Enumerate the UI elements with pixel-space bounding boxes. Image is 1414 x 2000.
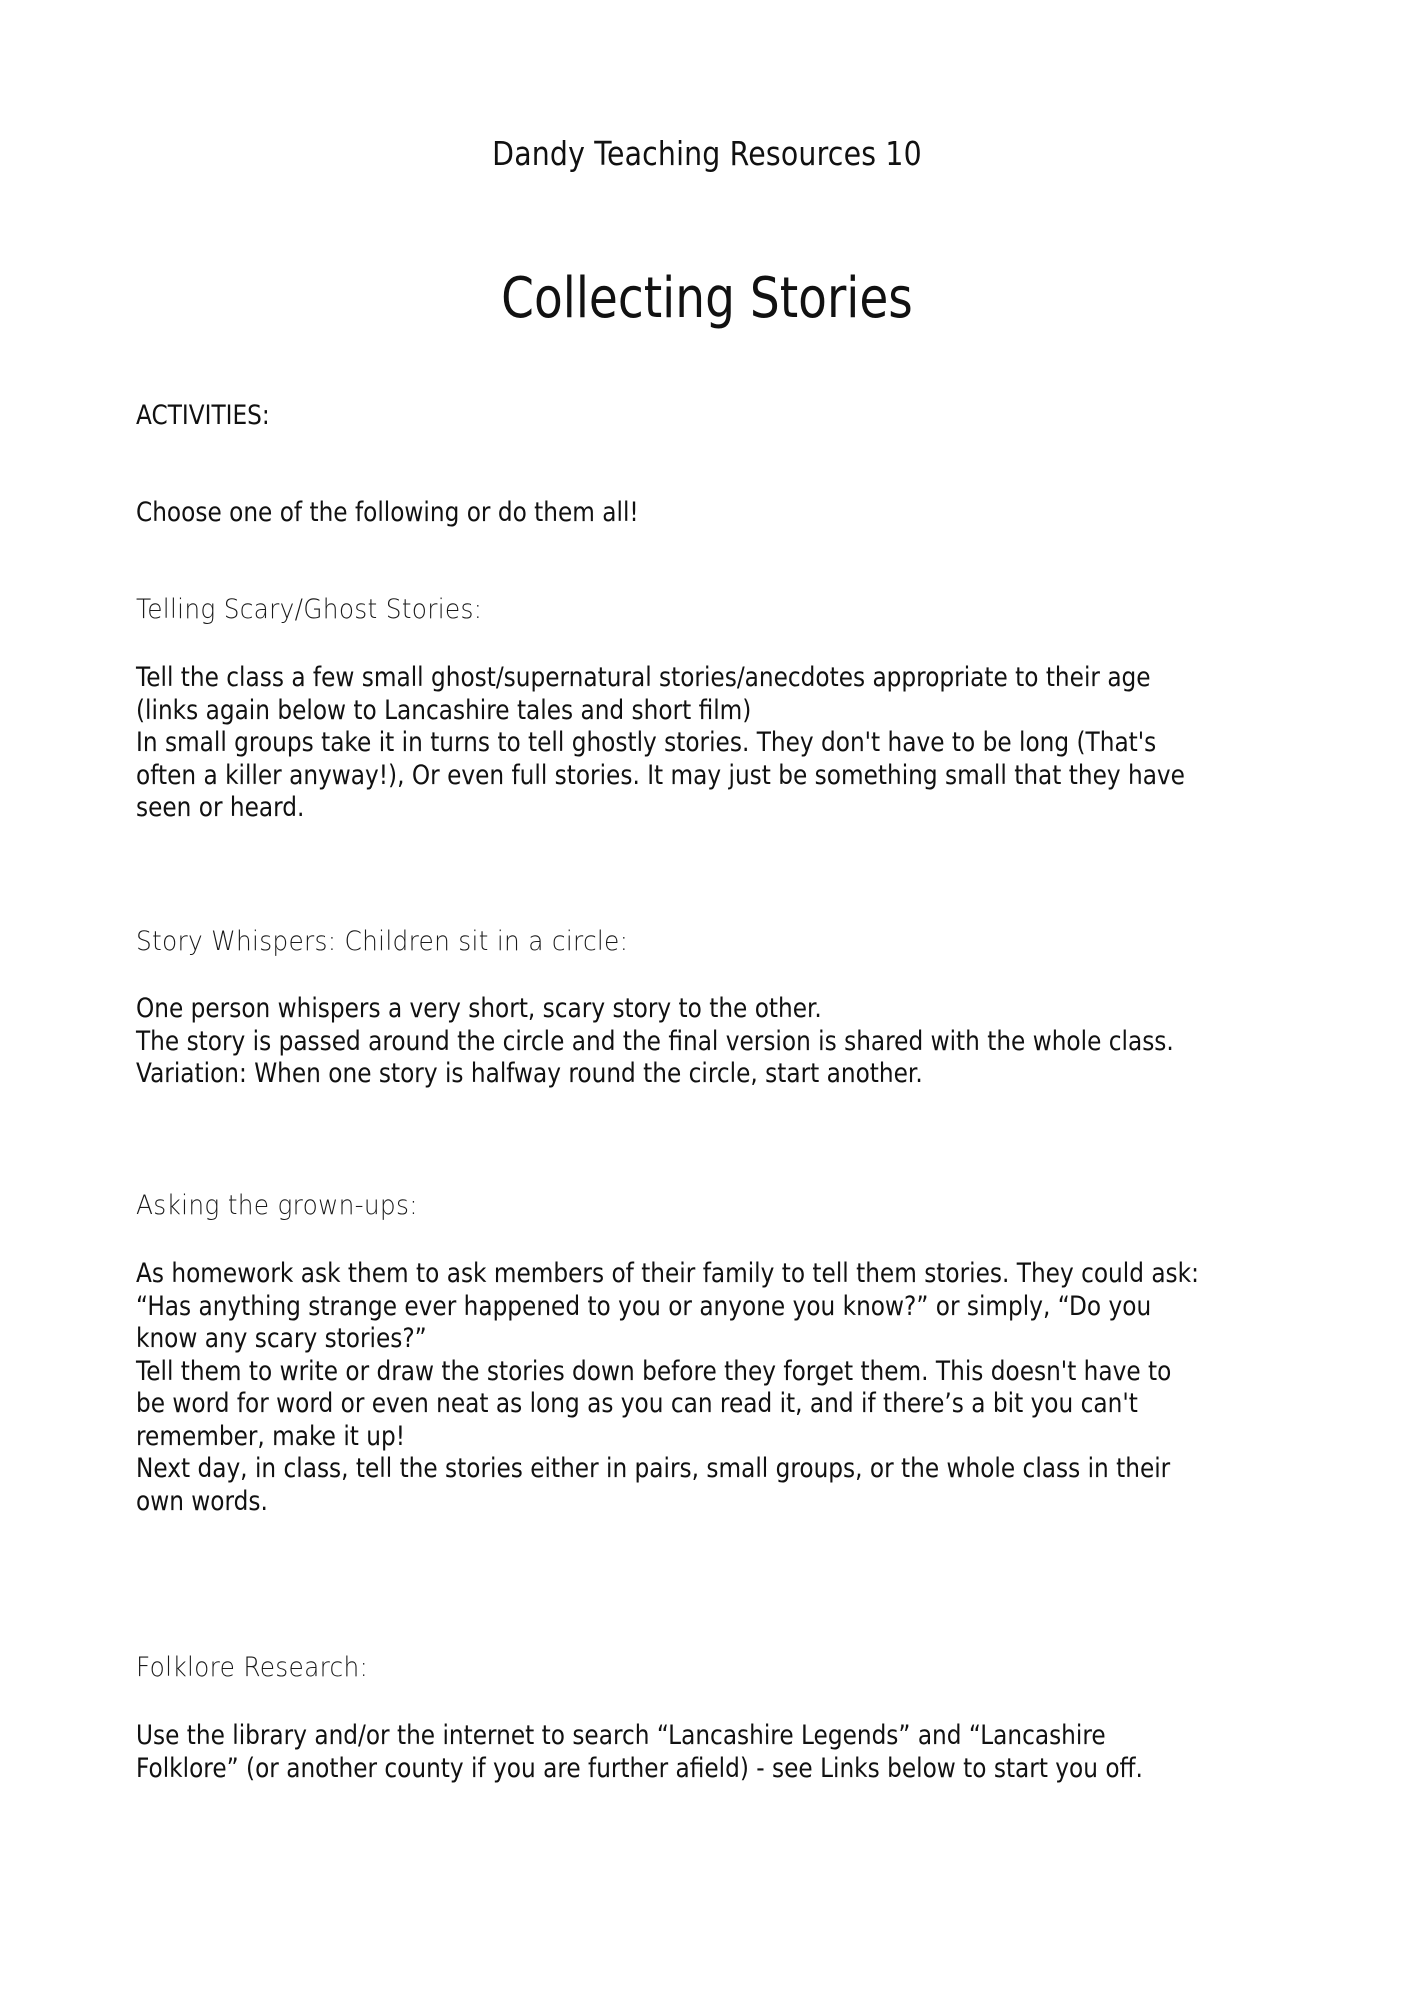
body-line: One person whispers a very short, scary story to the other. — [136, 993, 822, 1024]
section-heading: Folklore Research: — [136, 1652, 369, 1683]
body-line: Next day, in class, tell the stories either in pairs, small groups, or the whole class in their — [136, 1453, 1171, 1484]
body-line: know any scary stories?” — [136, 1323, 427, 1354]
section-heading: Telling Scary/Ghost Stories: — [136, 594, 483, 625]
section-folklore-research-body — [136, 1720, 1316, 1785]
page-title: Collecting Stories — [501, 266, 913, 331]
body-line: In small groups take it in turns to tell ghostly stories. They don't have to be long (That's — [136, 727, 1157, 758]
section-asking-grown-ups-body — [136, 1258, 1316, 1518]
activities-label-block — [136, 400, 1316, 433]
body-line: Tell the class a few small ghost/supernatural stories/anecdotes appropriate to their age — [136, 662, 1151, 693]
instruction-block — [136, 497, 1316, 530]
body-line: seen or heard. — [136, 792, 305, 823]
body-line: Folklore” (or another county if you are further afield) - see Links below to start you off. — [136, 1752, 1143, 1784]
section-heading: Story Whispers: Children sit in a circle: — [136, 926, 629, 957]
body-line: “Has anything strange ever happened to you or anyone you know?” or simply, “Do you — [136, 1290, 1152, 1322]
section-body — [136, 662, 1314, 825]
section-asking-grown-ups — [136, 1190, 1316, 1222]
instruction-text: Choose one of the following or do them all! — [136, 497, 639, 528]
body-line: Tell them to write or draw the stories down before they forget them. This doesn't have to — [136, 1355, 1172, 1387]
body-line: remember, make it up! — [136, 1420, 406, 1452]
section-body — [136, 1720, 1314, 1785]
section-heading: Asking the grown-ups: — [136, 1190, 418, 1221]
body-line: (links again below to Lancashire tales and short film) — [136, 694, 752, 726]
series-title: Dandy Teaching Resources 10 — [492, 134, 922, 173]
section-story-whispers-body — [136, 993, 1316, 1091]
section-folklore-research — [136, 1652, 1316, 1684]
body-line: As homework ask them to ask members of their family to tell them stories. They could ask: — [136, 1258, 1199, 1289]
body-line: be word for word or even neat as long as you can read it, and if there’s a bit you can't — [136, 1388, 1138, 1419]
body-line: Variation: When one story is halfway round the circle, start another. — [136, 1058, 923, 1089]
body-line: The story is passed around the circle and the final version is shared with the whole class. — [136, 1025, 1174, 1057]
section-telling-stories — [136, 594, 1316, 626]
body-line: Use the library and/or the internet to search “Lancashire Legends” and “Lancashire — [136, 1720, 1106, 1751]
section-story-whispers — [136, 926, 1316, 958]
body-line: own words. — [136, 1485, 268, 1517]
body-line: often a killer anyway!), Or even full stories. It may just be something small that they have — [136, 759, 1185, 791]
section-body — [136, 1258, 1314, 1518]
section-telling-stories-body — [136, 662, 1316, 825]
section-body — [136, 993, 1314, 1091]
activities-label: ACTIVITIES: — [136, 400, 270, 431]
